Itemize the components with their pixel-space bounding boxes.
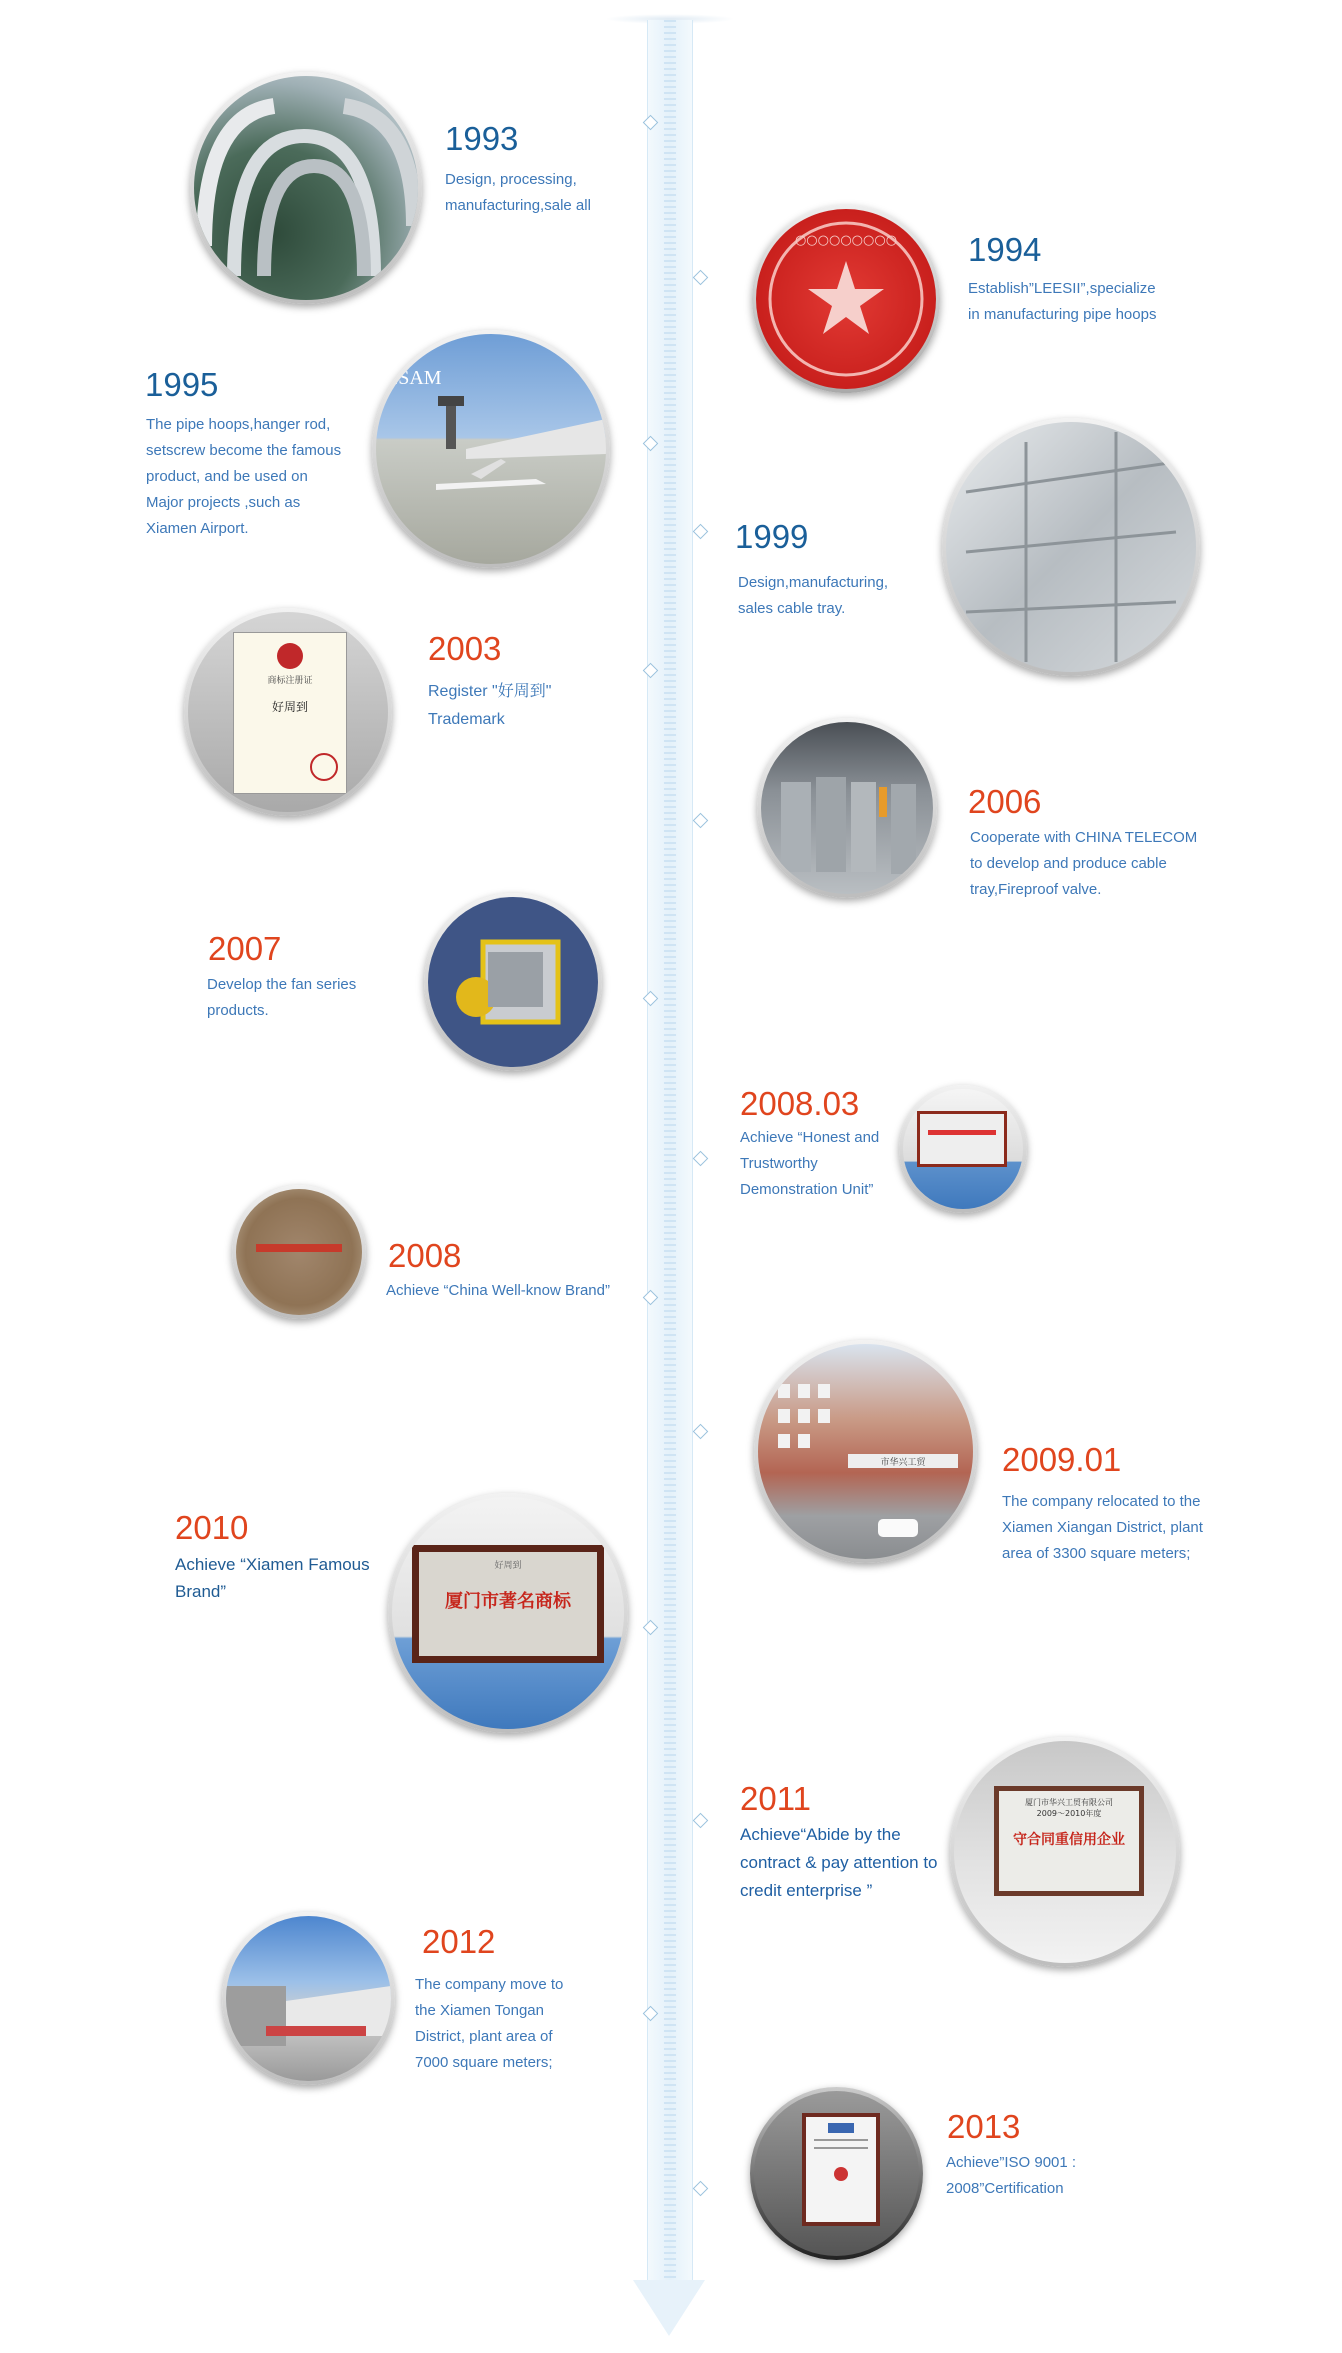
year-description — [428, 678, 551, 734]
plaque-frame — [412, 1545, 604, 1663]
timeline-node — [693, 1424, 709, 1440]
description-line: Achieve“Abide by the — [740, 1825, 901, 1844]
year-description — [415, 1972, 563, 2076]
timeline-node — [693, 1151, 709, 1167]
description-line: The company move to — [415, 1976, 564, 1993]
description-line: Achieve “China Well-know Brand” — [386, 1282, 610, 1299]
description-line: Major projects ,such as — [146, 494, 301, 511]
year-description — [970, 825, 1197, 903]
description-line: contract & pay attention to — [740, 1853, 938, 1872]
photo-iso-certificate — [750, 2087, 923, 2260]
year-description — [740, 1125, 879, 1203]
description-line: 2008”Certification — [946, 2180, 1064, 2197]
description-line: Design,manufacturing, — [738, 574, 889, 591]
photo-famous-brand-plaque — [388, 1493, 628, 1733]
year-label: 2008 — [388, 1237, 462, 1274]
description-line: Achieve “Honest and — [740, 1129, 880, 1146]
certificate-paper — [233, 632, 347, 794]
seal-star-icon — [756, 209, 936, 389]
year-label: 2009.01 — [1002, 1441, 1122, 1478]
description-line: District, plant area of — [415, 2028, 553, 2045]
cable-tray-graphic — [946, 422, 1196, 672]
plaque-main-text: 守合同重信用企业 — [1013, 1832, 1125, 1848]
description-line: area of 3300 square meters; — [1002, 1545, 1191, 1562]
certificate-frame — [802, 2113, 880, 2226]
factory-gate-graphic — [226, 1916, 391, 2081]
plaque-top-text: 好周到 — [494, 1561, 522, 1571]
timeline-node — [693, 524, 709, 540]
photo-airport — [372, 330, 610, 568]
year-label: 1995 — [145, 366, 219, 403]
description-line: Establish”LEESII”,specialize — [968, 280, 1156, 297]
year-label: 1999 — [735, 518, 809, 555]
building-graphic — [758, 1344, 973, 1559]
description-line: the Xiamen Tongan — [415, 2002, 544, 2019]
description-line: Xiamen Xiangan District, plant — [1002, 1519, 1203, 1536]
plaque-frame — [917, 1111, 1007, 1167]
description-line: setscrew become the famous — [146, 442, 342, 459]
photo-tongan-factory — [222, 1912, 395, 2085]
plaque-red-text-band — [256, 1244, 342, 1252]
photo-credit-plaque — [950, 1737, 1180, 1967]
airport-graphic — [376, 334, 606, 564]
timeline-spine — [647, 20, 693, 2290]
description-line: products. — [207, 1002, 269, 1019]
photo-red-seal — [752, 205, 940, 393]
description-line: Trademark — [428, 711, 505, 728]
photo-factory-building — [754, 1340, 977, 1563]
description-line: to develop and produce cable — [970, 855, 1167, 872]
description-line: tray,Fireproof valve. — [970, 881, 1102, 898]
emblem-icon — [277, 643, 303, 669]
year-label: 2011 — [740, 1780, 811, 1817]
description-line: The pipe hoops,hanger rod, — [146, 416, 331, 433]
year-description — [207, 972, 356, 1024]
plaque-top-text: 厦门市华兴工贸有限公司 — [1025, 1798, 1113, 1807]
year-description — [1002, 1489, 1203, 1567]
description-line: in manufacturing pipe hoops — [968, 306, 1157, 323]
timeline-node — [693, 270, 709, 286]
year-description — [968, 276, 1156, 328]
seal-icon — [834, 2167, 848, 2181]
description-line: sales cable tray. — [738, 600, 846, 617]
description-line: Develop the fan series — [207, 976, 357, 993]
fan-graphic — [428, 897, 598, 1067]
year-description — [946, 2150, 1076, 2202]
photo-pipe-hoops — [190, 72, 422, 304]
timeline-node — [693, 813, 709, 829]
text-line — [814, 2139, 868, 2141]
description-line: credit enterprise ” — [740, 1881, 873, 1900]
year-label: 2007 — [208, 930, 282, 967]
description-line: manufacturing,sale all — [445, 197, 591, 214]
description-line: Demonstration Unit” — [740, 1181, 874, 1198]
year-label: 1994 — [968, 231, 1042, 268]
description-line: Trustworthy — [740, 1155, 818, 1172]
description-line: Xiamen Airport. — [146, 520, 249, 537]
year-description — [740, 1821, 938, 1905]
photo-fan — [424, 893, 602, 1071]
year-label: 2003 — [428, 630, 502, 667]
year-description — [175, 1551, 370, 1605]
description-line: Brand” — [175, 1582, 227, 1601]
description-line: The company relocated to the — [1002, 1493, 1201, 1510]
building-sign-text: 市华兴工贸 — [880, 1458, 926, 1468]
photo-cable-tray — [942, 418, 1200, 676]
plaque-year-text: 2009～2010年度 — [1036, 1809, 1102, 1818]
airport-sign-text: ZSAM — [386, 367, 442, 389]
seal-text: ○○○○○○○○○ — [794, 233, 898, 248]
description-line: Achieve”ISO 9001 : — [946, 2154, 1077, 2171]
year-label: 2006 — [968, 783, 1042, 820]
certificate-mark: 好周到 — [271, 700, 308, 714]
description-line: Register "好周到" — [428, 683, 552, 700]
stamp-icon — [310, 753, 338, 781]
description-line: Design, processing, — [445, 171, 577, 188]
photo-trademark-certificate — [184, 608, 392, 816]
timeline-node — [693, 2181, 709, 2197]
photo-cable-tray-warehouse — [757, 718, 937, 898]
year-label: 2012 — [422, 1923, 496, 1960]
text-line — [814, 2147, 868, 2149]
timeline-node — [693, 1813, 709, 1829]
description-line: 7000 square meters; — [415, 2054, 553, 2071]
year-label: 2013 — [947, 2108, 1021, 2145]
year-description — [445, 167, 591, 219]
year-label: 2010 — [175, 1509, 249, 1546]
plaque-main-text: 厦门市著名商标 — [445, 1591, 571, 1612]
year-label: 2008.03 — [740, 1085, 860, 1122]
timeline-arrow — [633, 2280, 705, 2336]
certificate-title: 商标注册证 — [267, 676, 313, 686]
photo-honest-plaque — [899, 1085, 1027, 1213]
description-line: Achieve “Xiamen Famous — [175, 1555, 370, 1574]
spine-stripes — [664, 20, 676, 2290]
photo-brand-plaque — [232, 1185, 366, 1319]
plaque-red-line — [928, 1130, 996, 1135]
iso-logo-icon — [828, 2123, 854, 2133]
year-description — [738, 570, 888, 622]
description-line: Cooperate with CHINA TELECOM — [970, 829, 1198, 846]
year-label: 1993 — [445, 120, 519, 157]
year-description — [146, 412, 341, 542]
pipe-arches-graphic — [194, 76, 418, 300]
year-description — [386, 1278, 610, 1304]
plaque-frame — [994, 1786, 1144, 1896]
description-line: product, and be used on — [146, 468, 308, 485]
warehouse-graphic — [761, 722, 933, 894]
